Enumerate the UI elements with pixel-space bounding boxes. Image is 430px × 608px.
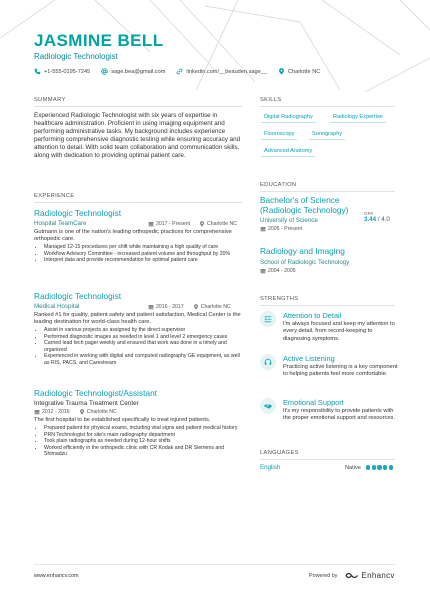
- summary-text: Experienced Radiologic Technologist with six years of expertise in healthcare administration. Proficient in using imaging equipment and performing administrative tasks. My background includes experience performing comprehensive diagnostic testing while ensuring accuracy and attention to detail. With solid team collaboration and communication skills, along with dedication to providing optimal patient care.: [34, 112, 241, 160]
- strength-description: It's my responsibility to provide patients with the proper emotional support and resources.: [283, 408, 395, 422]
- strength-title: Active Listening: [283, 354, 335, 363]
- link-icon: [176, 68, 183, 75]
- school-name: School of Radiologic Technology: [260, 258, 350, 266]
- job-bullets: [34, 425, 242, 457]
- job-location: Charlotte NC: [86, 409, 117, 415]
- gpa-value: 3.44: [364, 216, 377, 223]
- job-description: Ranked #1 for quality, patient safety and patient satisfaction, Medical Center is the leading destination for world-class health care.: [34, 312, 241, 326]
- skill-tag: Sonography: [309, 130, 345, 140]
- job-bullet: • Experienced in working with digital and computed radiography GE equipment, as well as RIS, PACS, and Carestream: [44, 353, 242, 366]
- company-name: Medical Hospital: [34, 303, 80, 310]
- job-location: Charlotte NC: [207, 220, 238, 227]
- job-bullet: • Worked efficiently in the orthopedic clinic with CR Kodak and DR Siemens and Shimadzu: [44, 445, 242, 458]
- enhancv-logo-icon: [345, 571, 359, 580]
- calendar-icon: [148, 221, 154, 227]
- contact-email[interactable]: [101, 68, 165, 75]
- footer-url[interactable]: www.enhancv.com: [34, 573, 79, 579]
- languages-heading: LANGUAGES: [260, 450, 299, 456]
- rating-dot: [377, 465, 381, 469]
- list-check-icon: [260, 311, 276, 327]
- job-bullet: • Managed 12-15 procedures per shift while maintaining a high quality of care: [44, 244, 242, 250]
- calendar-icon: [34, 409, 40, 415]
- calendar-icon: [148, 304, 154, 310]
- location-icon: [193, 304, 199, 310]
- candidate-name: JASMINE BELL: [34, 31, 164, 50]
- job-bullet: • Workflow Advisory Committee - increased patient volume and throughput by 20%: [44, 251, 242, 257]
- experience-item: [34, 208, 242, 264]
- education-divider: [260, 191, 395, 192]
- strength-description: I'm always focused and keep my attention to every detail, from record-keeping to diagnosing symptoms.: [283, 321, 395, 342]
- job-bullet: • Assist in various projects as assigned by the direct supervisor: [44, 327, 242, 333]
- contact-location-text: Charlotte NC: [287, 68, 321, 75]
- skills-heading: SKILLS: [260, 97, 282, 103]
- job-dates: 2012 - 2016: [42, 409, 70, 415]
- contact-phone[interactable]: [34, 68, 90, 75]
- experience-item: [34, 291, 242, 366]
- rating-dot: [366, 465, 370, 469]
- job-title: Radiologic Technologist: [34, 291, 122, 301]
- job-bullet: • PRN Technologist for site's main radiography department: [44, 432, 242, 438]
- job-bullets: [34, 244, 242, 263]
- rating-dot: [383, 465, 387, 469]
- language-rating: [366, 465, 395, 469]
- job-title: Radiologic Technologist: [34, 208, 122, 218]
- degree-title: Radiology and Imaging: [260, 246, 345, 256]
- job-description: Gutmann is one of the nation's leading orthopedic practices for comprehensive orthopedic care.: [34, 229, 232, 243]
- skill-tag: Radiology Expertise: [330, 113, 386, 123]
- handshake-icon: [260, 398, 276, 414]
- headphones-icon: [260, 354, 276, 370]
- job-bullets: [34, 327, 242, 366]
- company-name: Integrative Trauma Treatment Center: [34, 400, 139, 407]
- phone-icon: [34, 68, 41, 75]
- education-dates: 2004 - 2005: [268, 267, 296, 274]
- job-title: Radiologic Technologist/Assistant: [34, 388, 157, 398]
- brand-name: Enhancv: [361, 571, 395, 580]
- degree-subtitle: (Radiologic Technology): [260, 204, 349, 215]
- location-icon: [79, 409, 85, 415]
- job-bullet: • Prepared patient for physical exams, including vital signs and patient medical history: [44, 425, 242, 431]
- language-name: English: [260, 464, 281, 471]
- education-item: [260, 247, 400, 274]
- skill-tag: Fluoroscopy: [261, 130, 297, 140]
- experience-heading: EXPERIENCE: [34, 193, 75, 199]
- contact-linkedin[interactable]: [176, 68, 267, 75]
- language-item: [260, 464, 395, 471]
- location-icon: [278, 68, 285, 75]
- calendar-icon: [260, 268, 266, 274]
- strength-title: Emotional Support: [283, 398, 344, 407]
- contact-phone-text: +1-555-0195-7245: [44, 68, 91, 75]
- experience-divider: [34, 202, 242, 203]
- job-bullet: • Performed diagnostic images as needed in level 1 and level 2 emergency cases: [44, 334, 242, 340]
- experience-item: [34, 388, 242, 458]
- contact-bar: [34, 68, 331, 75]
- job-bullet: • Took plain radiographs as needed during 12-hour shifts: [44, 438, 242, 444]
- summary-heading: SUMMARY: [34, 97, 66, 103]
- gpa-block: [364, 211, 390, 223]
- location-icon: [199, 221, 205, 227]
- job-description: The first hospital to be established specifically to treat injured patients.: [34, 417, 211, 423]
- gpa-label: GPA: [364, 211, 374, 216]
- job-dates: 2016 - 2017: [156, 303, 184, 310]
- powered-by-label: Powered by: [309, 572, 338, 579]
- job-bullet: • Interpret data and provide recommendation for optimal patient care: [44, 257, 242, 263]
- job-location: Charlotte NC: [200, 303, 231, 310]
- skills-divider: [260, 106, 395, 107]
- degree-title: Bachelor's of Science: [260, 195, 340, 205]
- footer-branding[interactable]: [309, 571, 395, 580]
- calendar-icon: [260, 226, 266, 232]
- contact-email-text: sage.bea@gmail.com: [111, 68, 166, 75]
- education-dates: 2005 - Present: [268, 226, 303, 233]
- languages-divider: [260, 459, 395, 460]
- rating-dot: [389, 465, 393, 469]
- strengths-divider: [260, 305, 395, 306]
- school-name: University of Science: [260, 217, 318, 225]
- contact-linkedin-text: linkedin.com/__beauden.sage__: [186, 68, 267, 75]
- candidate-role: Radiologic Technologist: [34, 52, 118, 61]
- summary-divider: [34, 106, 242, 107]
- rating-dot: [372, 465, 376, 469]
- footer-divider: [34, 564, 396, 565]
- strength-description: Practicing active listening is a key component to helping patients feel more comfortable.: [283, 364, 398, 378]
- education-heading: EDUCATION: [260, 182, 297, 188]
- company-name: Hospital TeamCare: [34, 220, 87, 227]
- contact-location: [278, 68, 320, 75]
- job-dates: 2017 - Present: [156, 220, 191, 227]
- job-bullet: • Carried lead tech pager weekly and ensured that work was done in a timely and organized: [44, 340, 242, 353]
- strengths-heading: STRENGTHS: [260, 296, 299, 302]
- skill-tag: Digital Radiography: [261, 113, 316, 123]
- at-icon: [101, 68, 108, 75]
- language-level: Native: [345, 464, 361, 471]
- strength-title: Attention to Detail: [283, 311, 342, 320]
- gpa-max: / 4.0: [377, 216, 390, 223]
- skill-tag: Advanced Anatomy: [261, 147, 315, 157]
